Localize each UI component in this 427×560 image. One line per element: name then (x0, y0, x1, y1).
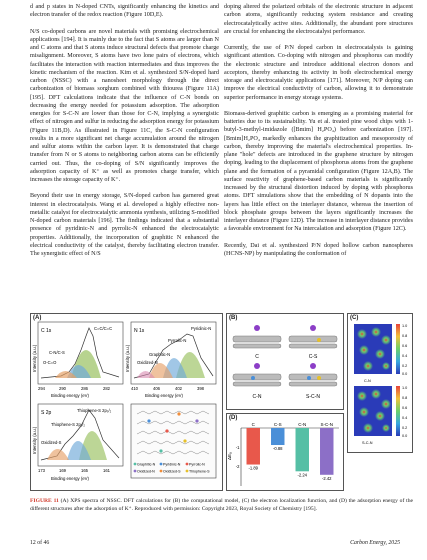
n1s-tick: 398 (197, 386, 204, 391)
figure-caption (30, 498, 413, 513)
n1s-peak-label: Oxidized-N (137, 360, 158, 365)
panel-label-b: (B) (229, 315, 238, 321)
adsorption-energy-chart (227, 414, 343, 490)
colorbar-tick: 0.8 (402, 396, 408, 400)
c1s-tick: 290 (59, 386, 66, 391)
s2p-tick: 173 (38, 468, 45, 473)
s2p-tick: 161 (103, 468, 110, 473)
bar (320, 428, 333, 475)
category-label: C-S (273, 422, 282, 427)
y-axis-label: ΔEₐ (227, 452, 232, 460)
colorbar-tick: 1.0 (402, 386, 408, 390)
paragraph: Currently, the use of P/N doped carbon in electrocatalysis is gaining significant attention. Co-doping with nitrogen and phosphorus can modify the electronic structure and introduce additional electron donors and acceptors, thereby enhancing its activity in both electrochemical energy storage and electrocatalytic applications [171]. Moreover, N/P doping can improve the electrical conductivity of carbon, allowing it to demonstrate superior performance in energy storage systems. (224, 45, 413, 101)
caption-label: FIGURE 11 (30, 498, 59, 504)
paragraph: N/S co-doped carbons are novel materials with promising electrochemical applications [194]. It is mainly due to the fact that S atoms are larger than N and C atoms and that S atoms induce structural defects that promote charge misalignment. Moreover, S atoms have two lone pairs of electrons, which facilitates the interaction with reaction intermediates and thus improves the kinetic mechanism of the reaction. Kim et al. synthesized S/N-doped hard carbon (NSSC) with a nanosheet morphology through the direct carbonization of biomass sorghum combined with thiourea (Figure 11A) [195]. DFT calculations indicate that the influence of C-N bonds on decreasing the energy needed for potassium adsorption. The adsorption energies for S-C-N are lower than those for C-N, implying a synergistic effect of nitrogen and sulfur in reducing the adsorption energy for potassium (Figure 11B,D). As illustrated in Figure 11C, the S-C-N configuration results in a more significant net charge accumulation around the nitrogen and sulfur atoms within the carbon layer. It is demonstrated that charge transfer from N or S atoms to neighboring carbon atoms can be efficiently carried out. Thus, the co-doping of S/N significantly improves the adsorption capacity of K⁺ as well as promotes charge transfer, which increases the storage capacity of K⁺. (30, 28, 219, 183)
s2p-peak-label: Thiophene-S 2p₁/₂ (51, 422, 86, 427)
s2p-peak-label: Thiophene-S 2p₃/₂ (77, 408, 112, 413)
s2p-tick: 165 (81, 468, 88, 473)
lattice-legend: Oxidized-S (163, 469, 181, 474)
n1s-peak-label: Pyridinic-N (191, 326, 212, 331)
left-text-column (30, 3, 219, 266)
c1s-peak-label: C-N/C-S (49, 350, 65, 355)
panel-label-a: (A) (33, 315, 42, 321)
structure-label: C-S (308, 354, 318, 360)
data-label: -0.88 (272, 446, 283, 452)
xps-xlabel: Binding energy (eV) (51, 476, 89, 481)
paragraph: Biomass-derived graphitic carbon is emerging as a promising material for batteries due to its sustainability. Yu et al. treated pine wood chips with 1-butyl-3-methyl-imidazole ([Bmim] H₂PO₄) before carbonization [197]. [Bmim]H₂PO₄ markedly enhances the graphitization and mesoporosity of carbon, thereby improving the material's electrochemical properties. In-plane "hole" defects are introduced in the graphene structure by nitrogen doping, leading to the displacement of phosphorus atoms from the graphene plane and the formation of a pyramidal configuration (Figure 12A,B). The surface reactivity of graphene-based carbon materials is significantly increased by the structural distortion induced by doping with phosphorus atoms. DFT simulations show that the embedding of N dopants into the layers has little effect on the interlayer distance, whereas the insertion of block phosphate groups between the layers significantly increases the interlayer distance (Figure 12D). The increase in interlayer distance provides a favorable environment for Na intercalation and adsorption (Figure 12C). (224, 110, 413, 233)
panel-label-d: (D) (229, 415, 238, 421)
n1s-tick: 406 (153, 386, 160, 391)
c1s-peak-label: C=C/C=C (94, 326, 113, 331)
colorbar-tick: 0.6 (402, 344, 408, 348)
bar (271, 428, 284, 445)
s2p-title: S 2p (41, 410, 52, 416)
colorbar-tick: 0.2 (402, 426, 408, 430)
s2p-peak-label: Oxidized-S (41, 440, 62, 445)
lattice-legend: Oxidized-N (137, 469, 155, 474)
category-label: S-C-N (320, 422, 333, 427)
bar (247, 428, 260, 465)
c1s-peak-label: O-C=O (43, 360, 57, 365)
contour-label: C-N (364, 379, 371, 383)
n1s-title: N 1s (134, 328, 145, 334)
contour-label: S-C-N (362, 441, 373, 445)
figure-11 (30, 313, 413, 491)
caption-text: (A) XPS spectra of NSSC. DFT calculations for (B) the computational model, (C) the electron localization function, and (D) the adsorption energy of the different structures after the adsorption of K⁺. Reproduced with permission: Copyright 2023, Royal Society of Chemistry [195]. (30, 498, 413, 512)
c1s-tick: 286 (81, 386, 88, 391)
c1s-tick: 282 (103, 386, 110, 391)
paragraph: doping altered the polarized orbitals of the electronic structure in adjacent carbon atoms, significantly reducing system resistance and creating electrocatalytically active sites. Additionally, the abundant pore structures are crucial for enhancing the electrocatalyst performance. (224, 4, 413, 35)
bar (296, 428, 309, 471)
data-label: -2.42 (321, 475, 332, 481)
colorbar-tick: 0.6 (402, 406, 408, 410)
xps-ylabel: Intensity (a.u.) (32, 426, 37, 454)
colorbar-tick: 0.0 (402, 434, 408, 438)
category-label: C (251, 422, 255, 427)
colorbar-tick: 0.4 (402, 416, 408, 420)
n1s-tick: 402 (175, 386, 182, 391)
category-label: C-N (298, 422, 307, 427)
lattice-legend: Thiophene-S (189, 469, 210, 474)
right-text-column (224, 3, 413, 266)
data-label: -2.24 (297, 472, 308, 478)
structure-label: C (255, 354, 259, 360)
xps-ylabel: Intensity (a.u.) (32, 344, 37, 372)
structure-models (227, 314, 343, 409)
adsorption-energy-panel (226, 413, 344, 491)
xps-ylabel: Intensity (a.u.) (125, 344, 130, 372)
n1s-peak-label: Graphitic-N (149, 352, 171, 357)
n1s-peak-label: Pyrrolic-N (168, 338, 187, 343)
xps-xlabel: Binding energy (eV) (51, 393, 89, 398)
y-tick-label: -1 (235, 444, 240, 450)
page-number: 12 of 46 (30, 540, 50, 546)
lattice-legend: Pyrrolic-N (189, 462, 205, 467)
journal-name: Carbon Energy, 2025 (350, 540, 400, 546)
lattice-legend: Graphitic-N (137, 462, 156, 467)
structure-label: C-N (252, 394, 262, 400)
paragraph: d and p states in N-doped CNTs, significantly enhancing the kinetics and electron transfer of the redox reaction (Figure 10D,E). (30, 4, 219, 19)
paragraph: Recently, Dai et al. synthesized P/N doped hollow carbon nanospheres (HCNS-NP) by manipulating the conformation of (224, 242, 413, 257)
colorbar-tick: 0.0 (402, 372, 408, 376)
model-panel (226, 313, 344, 410)
colorbar-tick: 0.4 (402, 354, 408, 358)
elf-panel (347, 313, 413, 453)
c1s-title: C 1s (41, 328, 52, 334)
lattice-schematic (131, 404, 216, 478)
s2p-tick: 169 (59, 468, 66, 473)
colorbar-tick: 0.2 (402, 364, 408, 368)
panel-label-c: (C) (350, 315, 359, 321)
xps-xlabel: Binding energy (eV) (145, 393, 183, 398)
n1s-tick: 410 (131, 386, 138, 391)
colorbar-tick: 0.8 (402, 334, 408, 338)
paragraph: Beyond their use in energy storage, S/N-doped carbon has garnered great interest in electrocatalysis. Wang et al. developed a highly effective non-metallic catalyst for electrocatalytic ammonia synthesis, utilizing S-modified N-doped carbon materials [196]. The findings indicated that a substantial presence of pyridinic-N and pyrrolic-N enhanced the electrocatalytic properties. Additionally, the incorporation of graphitic N enhanced the electrical conductivity of the catalyst, thereby facilitating electron transfer. The synergistic effect of N/S (30, 193, 219, 257)
xps-panel (30, 313, 223, 491)
elf-contours (348, 314, 412, 452)
c1s-tick: 294 (38, 386, 45, 391)
lattice-legend: Pyridinic-N (163, 462, 181, 467)
colorbar-tick: 1.0 (402, 324, 408, 328)
data-label: -1.89 (248, 465, 259, 471)
structure-label: S-C-N (306, 394, 320, 400)
y-tick-label: -2 (235, 464, 240, 470)
xps-spectra (31, 314, 222, 490)
